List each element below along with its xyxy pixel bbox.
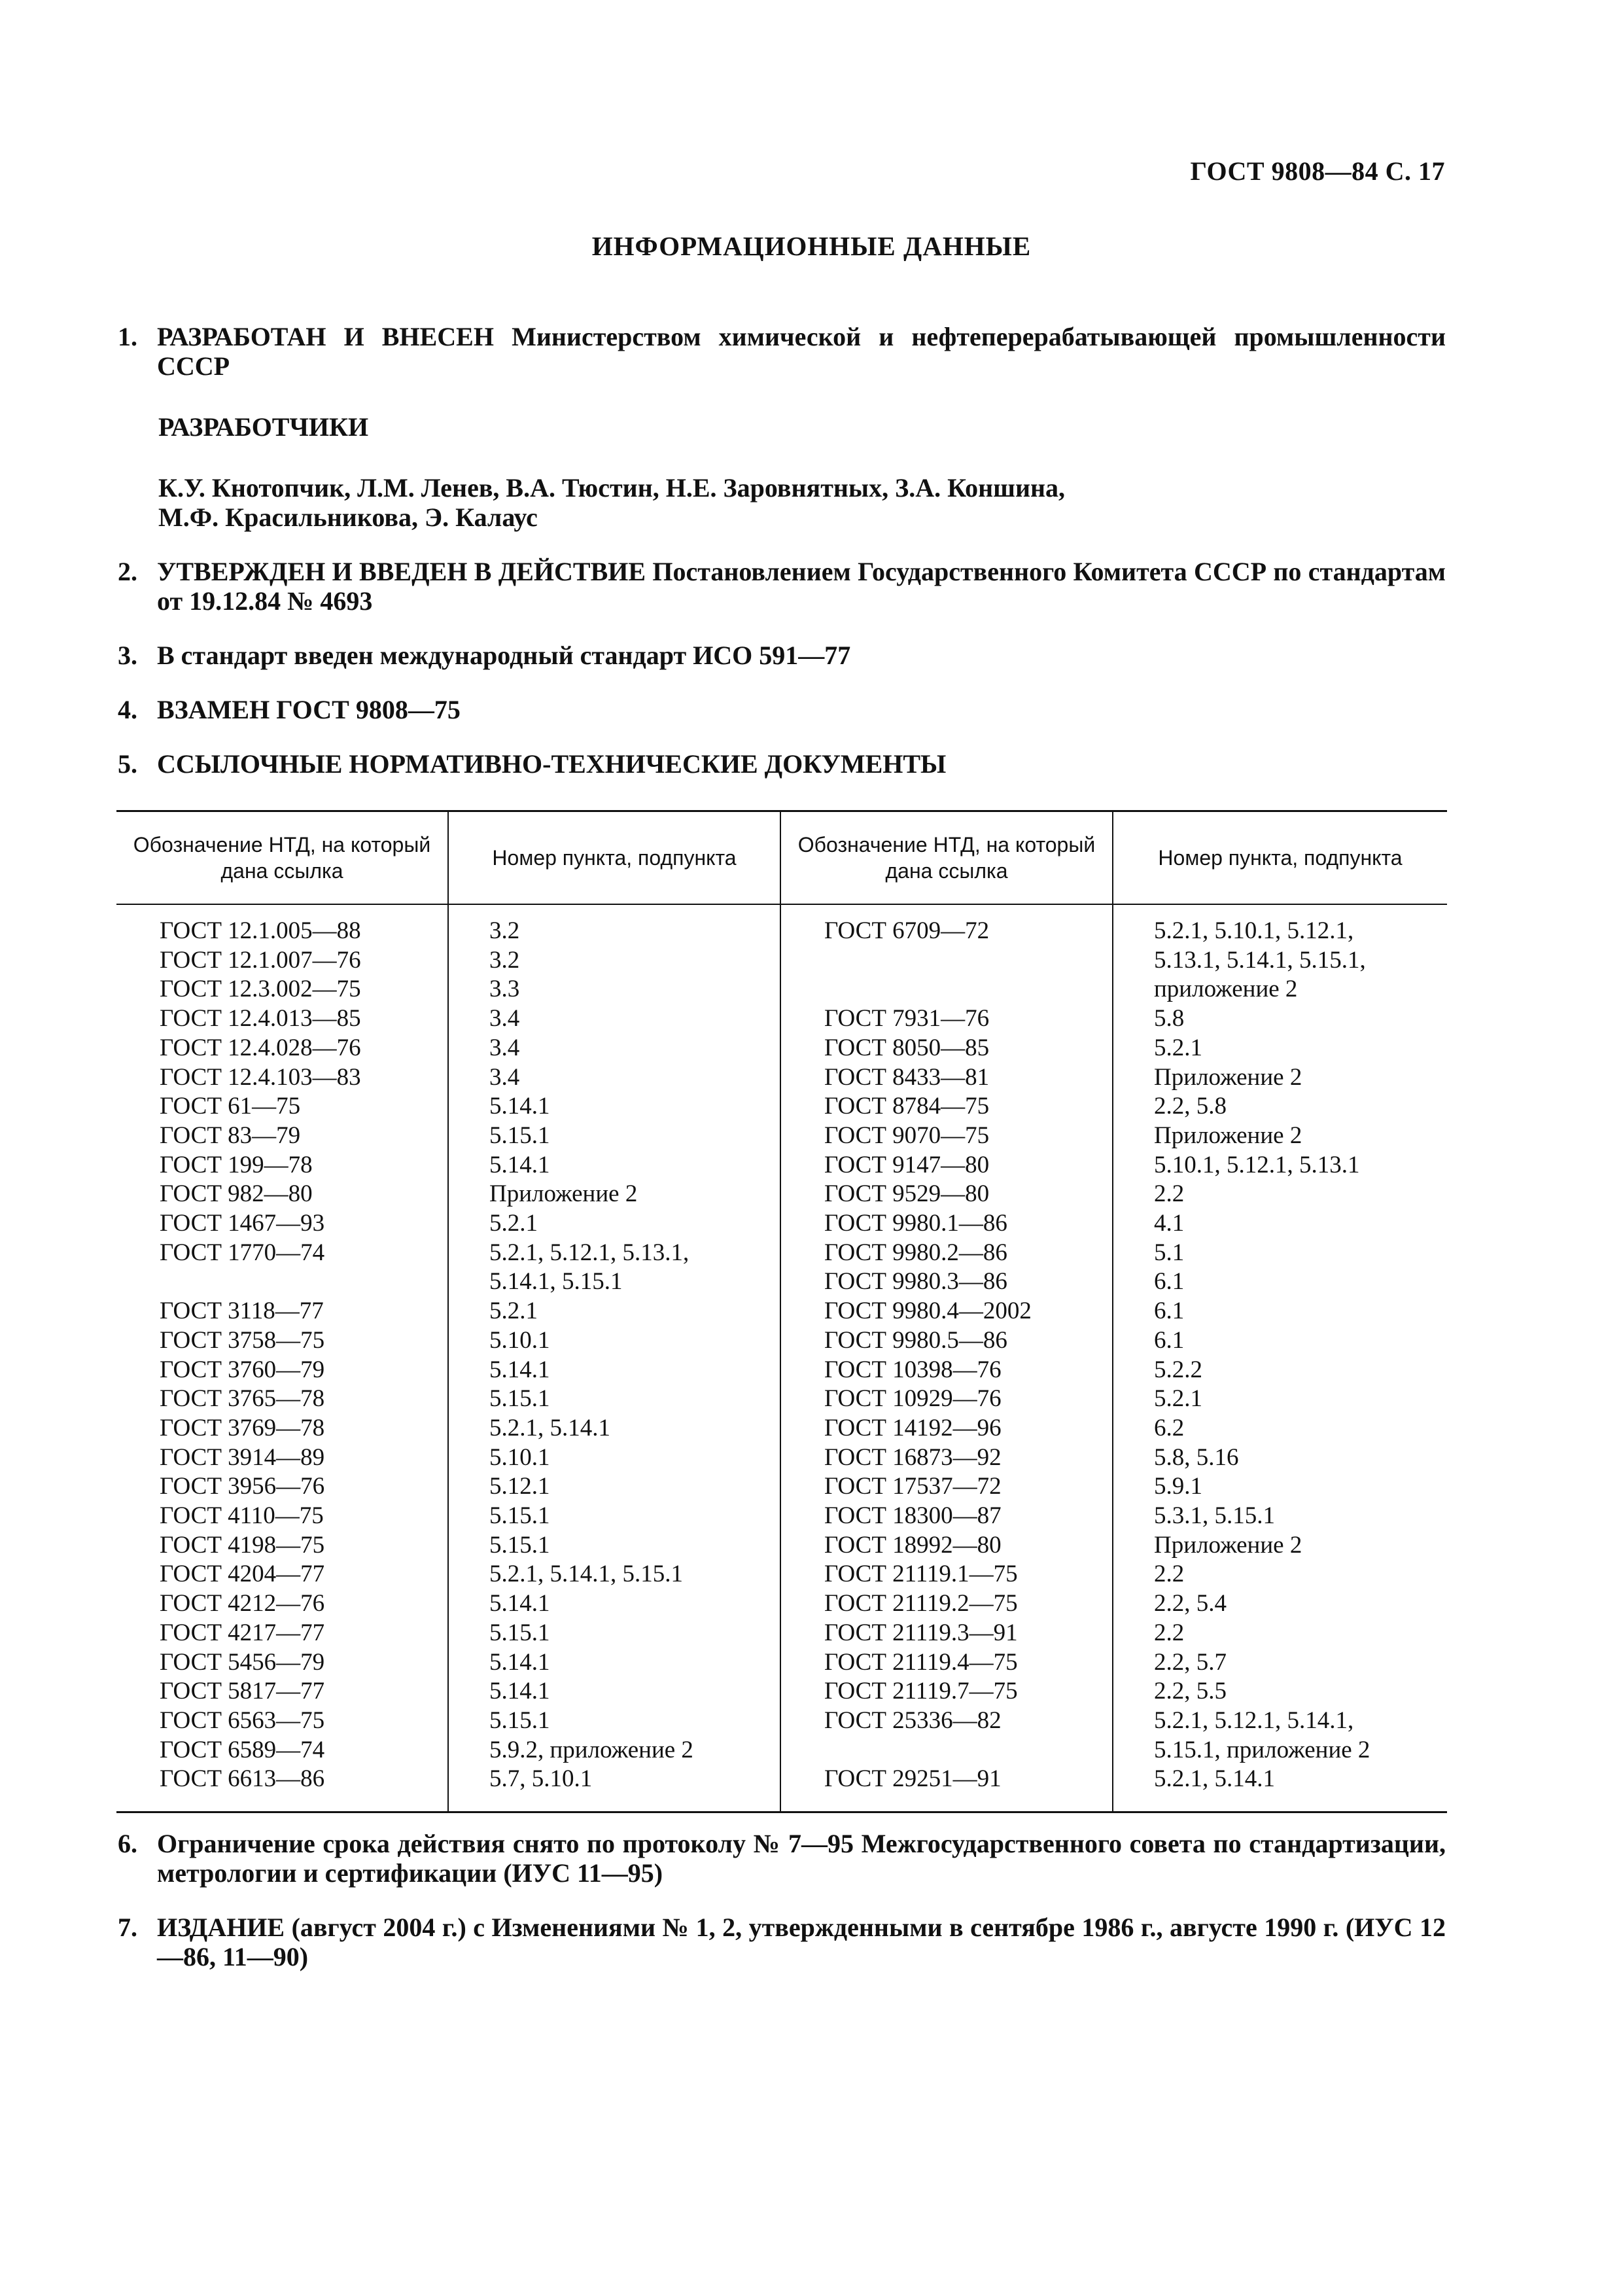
table-cell-points: 2.2, 5.4 bbox=[1154, 1590, 1227, 1617]
table-cell-points: 5.15.1 bbox=[489, 1502, 550, 1530]
table-cell-doc: ГОСТ 21119.2—75 bbox=[824, 1590, 1018, 1617]
table-cell-doc: ГОСТ 9147—80 bbox=[824, 1151, 990, 1178]
table-cell-points: 5.14.1 bbox=[489, 1678, 550, 1705]
table-cell-doc: ГОСТ 3914—89 bbox=[160, 1443, 325, 1471]
table-cell-points: 6.1 bbox=[1154, 1326, 1185, 1354]
table-cell-points: 3.4 bbox=[489, 1005, 520, 1033]
info-items-bottom bbox=[118, 1829, 1446, 1971]
table-cell-doc: ГОСТ 6709—72 bbox=[824, 917, 990, 944]
table-cell-points: 2.2 bbox=[1154, 1561, 1185, 1588]
table-cell-points: 5.2.1, 5.14.1 bbox=[1154, 1765, 1275, 1793]
item-1 bbox=[118, 322, 1446, 381]
table-cell-doc: ГОСТ 8050—85 bbox=[824, 1034, 990, 1061]
table-cell-doc: ГОСТ 21119.3—91 bbox=[824, 1619, 1018, 1646]
table-cell-points: 3.2 bbox=[489, 917, 520, 944]
column-left-points bbox=[449, 905, 781, 1811]
table-cell-doc: ГОСТ 9980.2—86 bbox=[824, 1239, 1007, 1266]
item-5 bbox=[118, 749, 1446, 779]
table-cell-points: 5.15.1 bbox=[489, 1619, 550, 1646]
table-cell-points: 5.15.1 bbox=[489, 1122, 550, 1149]
table-cell-doc: ГОСТ 7931—76 bbox=[824, 1005, 990, 1033]
table-cell-doc: ГОСТ 3769—78 bbox=[160, 1414, 325, 1441]
table-cell-doc: ГОСТ 3758—75 bbox=[160, 1326, 325, 1354]
table-cell-doc: ГОСТ 3118—77 bbox=[160, 1298, 324, 1325]
table-cell-points: Приложение 2 bbox=[1154, 1531, 1302, 1559]
table-cell-doc: ГОСТ 61—75 bbox=[160, 1093, 301, 1120]
table-cell-points: 5.2.1, 5.14.1 bbox=[489, 1414, 610, 1441]
table-cell-doc: ГОСТ 12.4.013—85 bbox=[160, 1005, 361, 1033]
table-cell-doc: ГОСТ 83—79 bbox=[160, 1122, 301, 1149]
table-cell-points: 2.2, 5.5 bbox=[1154, 1678, 1227, 1705]
table-cell-points: 5.2.1, 5.10.1, 5.12.1, bbox=[1154, 917, 1354, 944]
table-cell-doc: ГОСТ 29251—91 bbox=[824, 1765, 1002, 1793]
table-cell-doc: ГОСТ 8433—81 bbox=[824, 1063, 990, 1091]
table-cell-points: 5.12.1 bbox=[489, 1473, 550, 1500]
table-cell-doc: ГОСТ 9980.1—86 bbox=[824, 1210, 1007, 1237]
table-cell-points: 2.2, 5.8 bbox=[1154, 1093, 1227, 1120]
table-cell-points: 5.2.1 bbox=[489, 1210, 538, 1237]
table-cell-points: 3.4 bbox=[489, 1034, 520, 1061]
table-cell-points: 5.8, 5.16 bbox=[1154, 1443, 1239, 1471]
table-cell-points: 5.15.1 bbox=[489, 1385, 550, 1413]
item-text: ССЫЛОЧНЫЕ НОРМАТИВНО-ТЕХНИЧЕСКИЕ ДОКУМЕНТЫ bbox=[157, 749, 947, 779]
item-number: 6. bbox=[118, 1829, 137, 1858]
table-cell-points: приложение 2 bbox=[1154, 976, 1298, 1003]
table-cell-points: 5.13.1, 5.14.1, 5.15.1, bbox=[1154, 946, 1366, 974]
table-cell-doc: ГОСТ 5817—77 bbox=[160, 1678, 325, 1705]
table-cell-points: 6.1 bbox=[1154, 1298, 1185, 1325]
table-cell-points: 5.2.2 bbox=[1154, 1356, 1202, 1383]
developers-list bbox=[158, 473, 1446, 532]
developers-line: М.Ф. Красильникова, Э. Калаус bbox=[158, 503, 538, 532]
table-cell-points: 6.1 bbox=[1154, 1268, 1185, 1296]
table-cell-doc: ГОСТ 12.3.002—75 bbox=[160, 976, 361, 1003]
table-cell-doc bbox=[160, 1267, 447, 1297]
table-cell-doc: ГОСТ 9980.4—2002 bbox=[824, 1298, 1032, 1325]
item-4 bbox=[118, 695, 1446, 724]
column-left-docs bbox=[116, 905, 449, 1811]
table-cell-doc: ГОСТ 3760—79 bbox=[160, 1356, 325, 1383]
reference-documents-table bbox=[116, 810, 1447, 1813]
table-cell-points: 5.2.1, 5.12.1, 5.14.1, bbox=[1154, 1706, 1354, 1734]
table-cell-doc: ГОСТ 8784—75 bbox=[824, 1093, 990, 1120]
table-cell-doc: ГОСТ 14192—96 bbox=[824, 1414, 1002, 1441]
table-cell-points: 5.10.1, 5.12.1, 5.13.1 bbox=[1154, 1151, 1360, 1178]
table-cell-points: 4.1 bbox=[1154, 1210, 1185, 1237]
table-cell-doc: ГОСТ 18992—80 bbox=[824, 1531, 1002, 1559]
table-cell-doc: ГОСТ 12.1.007—76 bbox=[160, 946, 361, 974]
table-cell-doc: ГОСТ 199—78 bbox=[160, 1151, 313, 1178]
item-number: 1. bbox=[118, 322, 137, 351]
column-right-points bbox=[1113, 905, 1447, 1811]
table-cell-doc: ГОСТ 25336—82 bbox=[824, 1706, 1002, 1734]
page-title: ИНФОРМАЦИОННЫЕ ДАННЫЕ bbox=[591, 231, 1032, 261]
item-number: 2. bbox=[118, 557, 137, 586]
table-cell-points: Приложение 2 bbox=[1154, 1122, 1302, 1149]
table-cell-points: 5.14.1 bbox=[489, 1590, 550, 1617]
table-cell-points: Приложение 2 bbox=[489, 1180, 638, 1208]
table-cell-doc: ГОСТ 4110—75 bbox=[160, 1502, 324, 1530]
item-text: ИЗДАНИЕ (август 2004 г.) с Изменениями № 1, 2, утвержденными в сентябре 1986 г., августе 1990 г. (ИУС 12—86, 11—90) bbox=[157, 1913, 1446, 1971]
header-doc-designation: Обозначение НТД, на который дана ссылка bbox=[116, 812, 449, 904]
table-cell-doc: ГОСТ 9070—75 bbox=[824, 1122, 990, 1149]
table-cell-points: 5.15.1 bbox=[489, 1706, 550, 1734]
table-cell-doc bbox=[824, 946, 1112, 976]
table-cell-doc bbox=[824, 975, 1112, 1004]
table-cell-doc: ГОСТ 6589—74 bbox=[160, 1736, 325, 1763]
table-cell-doc: ГОСТ 3956—76 bbox=[160, 1473, 325, 1500]
item-2 bbox=[118, 557, 1446, 616]
table-cell-doc: ГОСТ 21119.1—75 bbox=[824, 1561, 1018, 1588]
table-cell-points: 2.2 bbox=[1154, 1619, 1185, 1646]
table-cell-points: 2.2 bbox=[1154, 1180, 1185, 1208]
table-cell-doc bbox=[824, 1736, 1112, 1765]
table-cell-doc: ГОСТ 16873—92 bbox=[824, 1443, 1002, 1471]
table-cell-points: 5.14.1 bbox=[489, 1648, 550, 1676]
developers-heading: РАЗРАБОТЧИКИ bbox=[158, 412, 369, 442]
table-cell-points: 3.4 bbox=[489, 1063, 520, 1091]
table-cell-points: 3.2 bbox=[489, 946, 520, 974]
table-cell-doc: ГОСТ 18300—87 bbox=[824, 1502, 1002, 1530]
table-cell-doc: ГОСТ 21119.4—75 bbox=[824, 1648, 1018, 1676]
header-clause-number: Номер пункта, подпункта bbox=[1158, 846, 1403, 870]
table-cell-doc: ГОСТ 9529—80 bbox=[824, 1180, 990, 1208]
page-header-ref: ГОСТ 9808—84 С. 17 bbox=[1190, 156, 1445, 186]
table-cell-points: 3.3 bbox=[489, 976, 520, 1003]
table-cell-points: 5.14.1 bbox=[489, 1356, 550, 1383]
table-cell-points: 5.14.1, 5.15.1 bbox=[489, 1268, 623, 1296]
item-number: 5. bbox=[118, 749, 137, 779]
item-number: 3. bbox=[118, 641, 137, 670]
table-cell-doc: ГОСТ 10398—76 bbox=[824, 1356, 1002, 1383]
table-cell-doc: ГОСТ 982—80 bbox=[160, 1180, 313, 1208]
item-number: 4. bbox=[118, 695, 137, 724]
table-cell-points: 5.14.1 bbox=[489, 1151, 550, 1178]
table-cell-points: 5.7, 5.10.1 bbox=[489, 1765, 593, 1793]
table-cell-doc: ГОСТ 12.1.005—88 bbox=[160, 917, 361, 944]
info-items-top bbox=[118, 322, 1446, 779]
table-cell-points: 5.3.1, 5.15.1 bbox=[1154, 1502, 1275, 1530]
table-cell-points: 5.2.1, 5.12.1, 5.13.1, bbox=[489, 1239, 689, 1266]
table-cell-doc: ГОСТ 17537—72 bbox=[824, 1473, 1002, 1500]
table-cell-doc: ГОСТ 10929—76 bbox=[824, 1385, 1002, 1413]
column-right-docs bbox=[781, 905, 1113, 1811]
table-cell-doc: ГОСТ 1770—74 bbox=[160, 1239, 325, 1266]
table-cell-points: 5.14.1 bbox=[489, 1093, 550, 1120]
table-cell-points: 5.2.1, 5.14.1, 5.15.1 bbox=[489, 1561, 683, 1588]
item-text: ВЗАМЕН ГОСТ 9808—75 bbox=[157, 695, 461, 724]
item-text: УТВЕРЖДЕН И ВВЕДЕН В ДЕЙСТВИЕ Постановлением Государственного Комитета СССР по стандартам от 19.12.84 № 4693 bbox=[157, 557, 1446, 616]
table-cell-doc: ГОСТ 12.4.103—83 bbox=[160, 1063, 361, 1091]
table-cell-doc: ГОСТ 4212—76 bbox=[160, 1590, 325, 1617]
table-cell-points: 5.8 bbox=[1154, 1005, 1185, 1033]
item-3 bbox=[118, 641, 1446, 670]
table-cell-doc: ГОСТ 4198—75 bbox=[160, 1531, 325, 1559]
table-cell-doc: ГОСТ 12.4.028—76 bbox=[160, 1034, 361, 1061]
table-cell-doc: ГОСТ 6563—75 bbox=[160, 1706, 325, 1734]
table-cell-points: 5.9.2, приложение 2 bbox=[489, 1736, 693, 1763]
item-text: Ограничение срока действия снято по протоколу № 7—95 Межгосударственного совета по стандартизации, метрологии и сертификации (ИУС 11—95) bbox=[157, 1829, 1446, 1888]
table-cell-doc: ГОСТ 4204—77 bbox=[160, 1561, 325, 1588]
table-body bbox=[116, 905, 1447, 1811]
table-cell-points: 5.1 bbox=[1154, 1239, 1185, 1266]
table-cell-points: Приложение 2 bbox=[1154, 1063, 1302, 1091]
table-cell-doc: ГОСТ 1467—93 bbox=[160, 1210, 325, 1237]
table-cell-points: 5.2.1 bbox=[1154, 1385, 1202, 1413]
table-cell-doc: ГОСТ 4217—77 bbox=[160, 1619, 325, 1646]
table-cell-doc: ГОСТ 3765—78 bbox=[160, 1385, 325, 1413]
header-doc-designation: Обозначение НТД, на который дана ссылка bbox=[781, 812, 1113, 904]
table-cell-doc: ГОСТ 21119.7—75 bbox=[824, 1678, 1018, 1705]
table-cell-doc: ГОСТ 5456—79 bbox=[160, 1648, 325, 1676]
item-number: 7. bbox=[118, 1913, 137, 1942]
developers-line: К.У. Кнотопчик, Л.М. Ленев, В.А. Тюстин, Н.Е. Заровнятных, З.А. Коншина, bbox=[158, 473, 1066, 503]
item-6 bbox=[118, 1829, 1446, 1888]
table-cell-points: 5.10.1 bbox=[489, 1326, 550, 1354]
table-cell-points: 5.2.1 bbox=[489, 1298, 538, 1325]
table-cell-points: 5.15.1 bbox=[489, 1531, 550, 1559]
item-7 bbox=[118, 1913, 1446, 1971]
table-cell-doc: ГОСТ 9980.3—86 bbox=[824, 1268, 1007, 1296]
table-cell-doc: ГОСТ 9980.5—86 bbox=[824, 1326, 1007, 1354]
header-clause-number: Номер пункта, подпункта bbox=[449, 812, 781, 904]
table-header bbox=[116, 812, 1447, 905]
table-cell-points: 5.10.1 bbox=[489, 1443, 550, 1471]
table-cell-points: 5.2.1 bbox=[1154, 1034, 1202, 1061]
table-cell-points: 5.9.1 bbox=[1154, 1473, 1202, 1500]
table-cell-points: 2.2, 5.7 bbox=[1154, 1648, 1227, 1676]
item-text: РАЗРАБОТАН И ВНЕСЕН Министерством химической и нефтеперерабатывающей промышленности СССР bbox=[157, 322, 1446, 381]
table-cell-doc: ГОСТ 6613—86 bbox=[160, 1765, 325, 1793]
table-cell-points: 5.15.1, приложение 2 bbox=[1154, 1736, 1370, 1763]
item-text: В стандарт введен международный стандарт ИСО 591—77 bbox=[157, 641, 851, 670]
table-cell-points: 6.2 bbox=[1154, 1414, 1185, 1441]
